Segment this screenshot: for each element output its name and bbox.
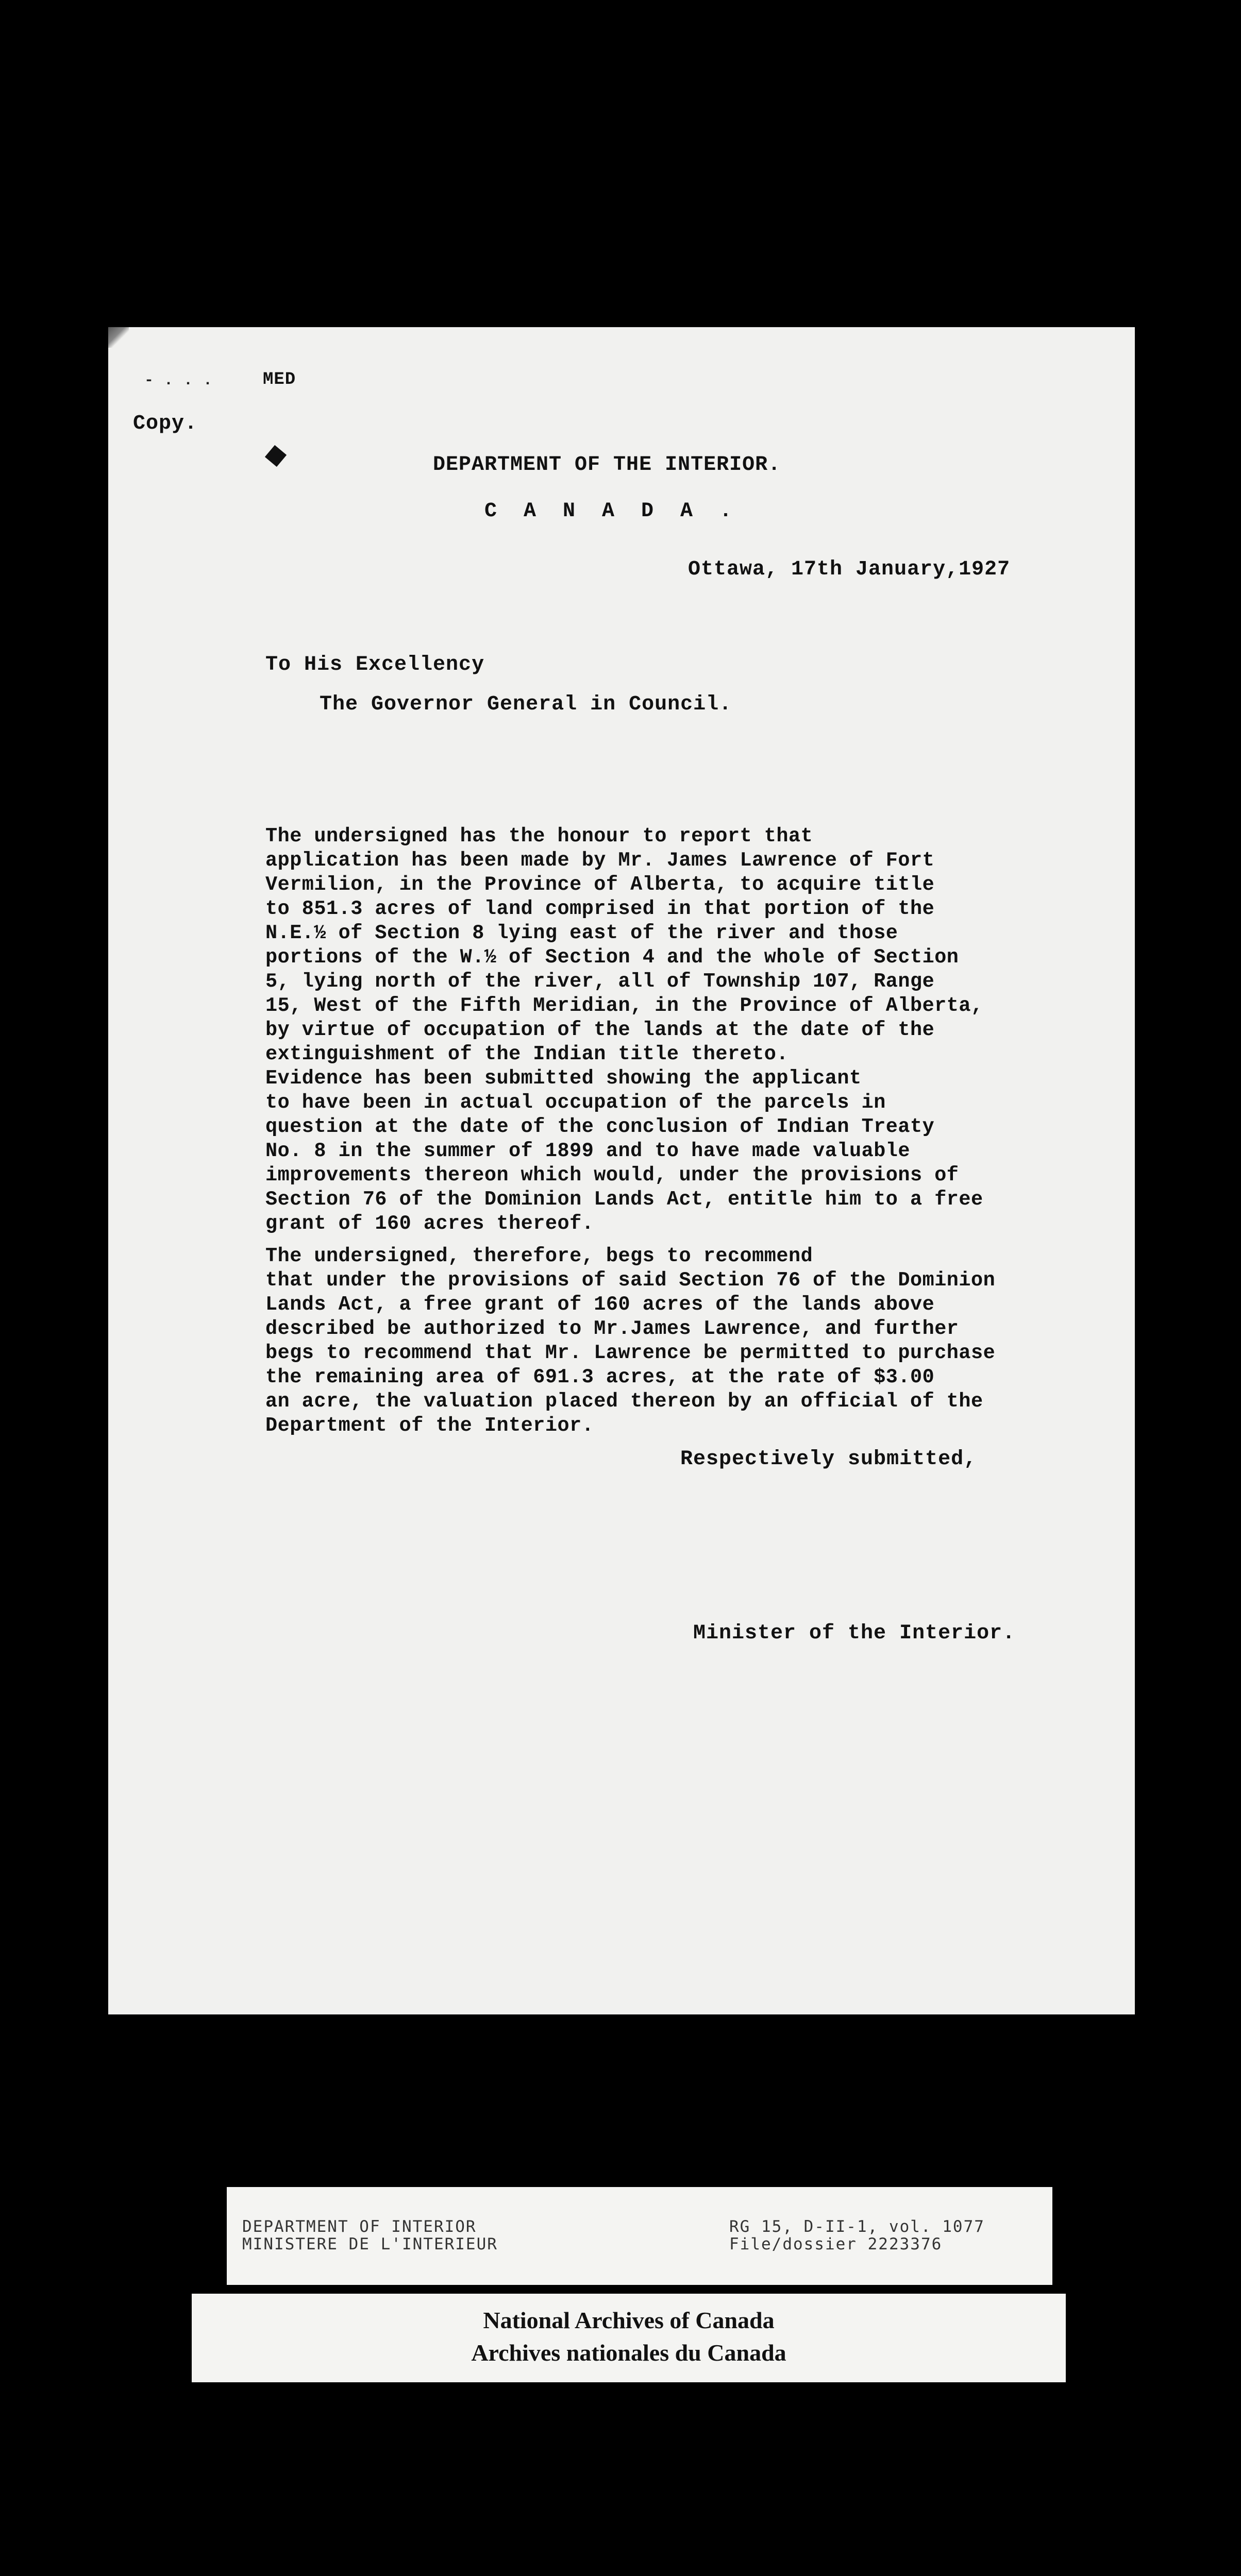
closing: Respectively submitted,: [680, 1448, 977, 1471]
signatory: Minister of the Interior.: [693, 1622, 1016, 1645]
salutation: To His Excellency: [265, 653, 485, 676]
archive-label: [192, 2294, 1066, 2382]
copy-label: Copy.: [133, 412, 198, 435]
paragraph-3: The undersigned, therefore, begs to recommend that under the provisions of said Section 76 of the Dominion Lands Act, a free grant of 160 acres of the lands above described be authorized to Mr.James Lawrence, and further begs to recommend that Mr. Lawrence be permitted to purchase the remaining area of 691.3 acres, at the rate of $3.00 an acre, the valuation placed thereon by an official of the Department of the Interior.: [265, 1245, 996, 1437]
letter-date: Ottawa, 17th January,1927: [688, 558, 1011, 581]
department-heading: DEPARTMENT OF THE INTERIOR.: [433, 453, 781, 477]
pencil-marks: - . . .: [144, 372, 213, 389]
folded-corner: [108, 327, 129, 348]
archive-name-fr: Archives nationales du Canada: [471, 2340, 786, 2366]
country-heading: C A N A D A .: [484, 500, 740, 523]
reference-label: [227, 2187, 1052, 2285]
paragraph-2: Evidence has been submitted showing the applicant to have been in actual occupation of the parcels in question at the date of the conclusion of Indian Treaty No. 8 in the summer of 1899 and to have made valuable improvements thereon which would, under the provisions of Section 76 of the Dominion Lands Act, entitle him to a free grant of 160 acres thereof.: [265, 1067, 983, 1235]
reference-department: DEPARTMENT OF INTERIOR MINISTERE DE L'INTERIEUR: [242, 2217, 498, 2253]
archive-name-en: National Archives of Canada: [483, 2307, 775, 2333]
initials: MED: [263, 370, 296, 389]
reference-file-number: RG 15, D-II-1, vol. 1077 File/dossier 2223376: [729, 2217, 985, 2253]
paragraph-1: The undersigned has the honour to report that application has been made by Mr. James Lawrence of Fort Vermilion, in the Province of Alberta, to acquire title to 851.3 acres of land comprised in that portion of the N.E.½ of Section 8 lying east of the river and those portions of the W.½ of Section 4 and the whole of Section 5, lying north of the river, all of Township 107, Range 15, West of the Fifth Meridian, in the Province of Alberta, by virtue of occupation of the lands at the date of the extinguishment of the Indian title thereto.: [265, 825, 983, 1065]
addressee: The Governor General in Council.: [320, 693, 732, 716]
